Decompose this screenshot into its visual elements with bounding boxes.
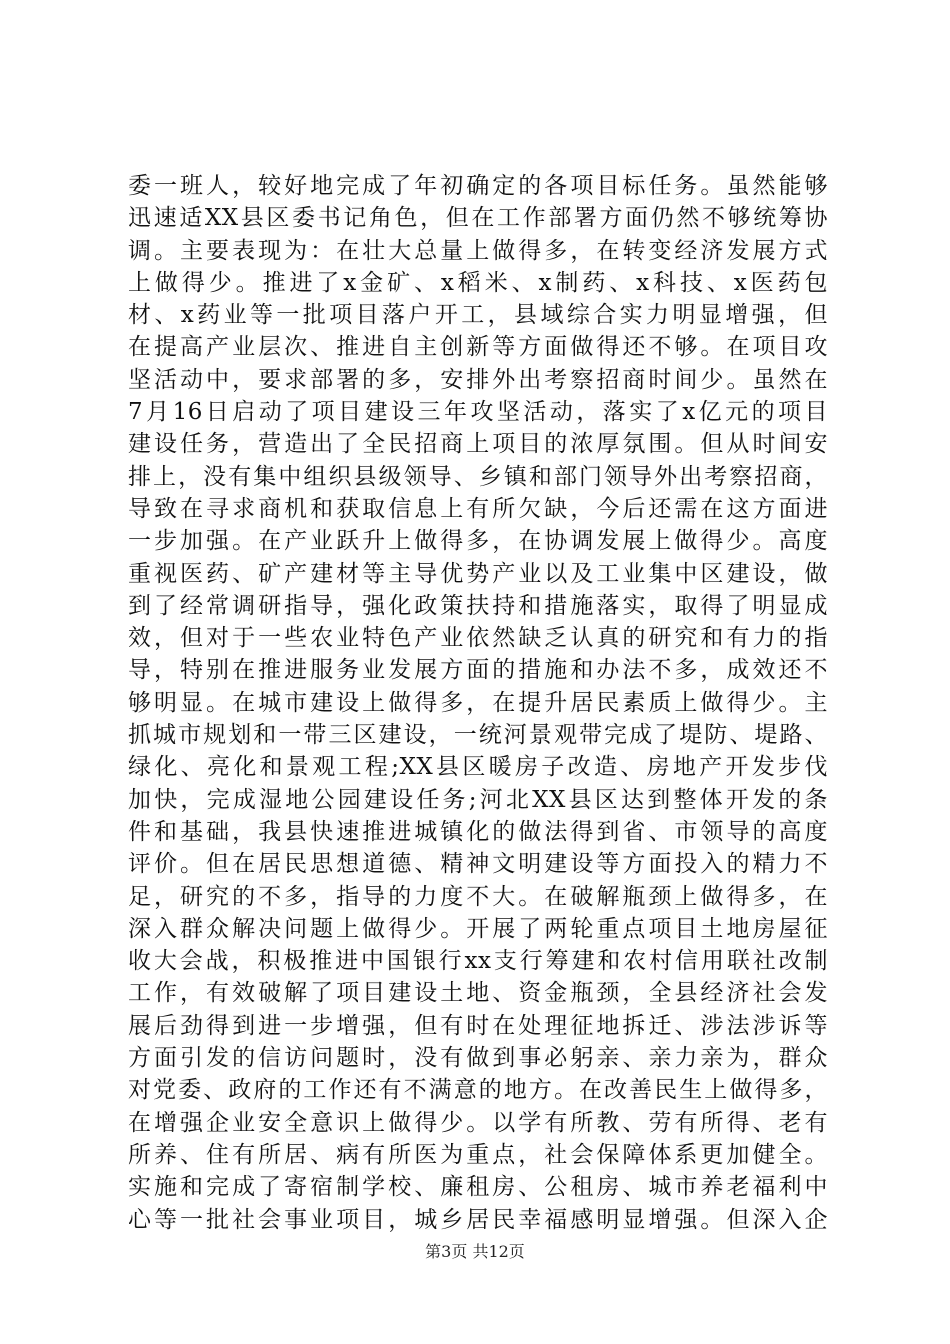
text-line: 收大会战，积极推进中国银行xx支行筹建和农村信用联社改制 — [128, 948, 828, 975]
text-line: 在提高产业层次、推进自主创新等方面做得还不够。在项目攻 — [128, 334, 828, 361]
text-line: 在增强企业安全意识上做得少。以学有所教、劳有所得、老有 — [128, 1109, 828, 1136]
text-line: 到了经常调研指导，强化政策扶持和措施落实，取得了明显成 — [128, 592, 828, 619]
text-line: 展后劲得到进一步增强，但有时在处理征地拆迁、涉法涉诉等 — [128, 1012, 828, 1039]
text-line: 委一班人，较好地完成了年初确定的各项目标任务。虽然能够 — [128, 173, 828, 199]
text-line: 排上，没有集中组织县级领导、乡镇和部门领导外出考察招商， — [128, 463, 828, 490]
text-line: 所养、住有所居、病有所医为重点，社会保障体系更加健全。 — [128, 1141, 828, 1168]
text-line: 件和基础，我县快速推进城镇化的做法得到省、市领导的高度 — [128, 818, 828, 845]
text-line: 上做得少。推进了x金矿、x稻米、x制药、x科技、x医药包 — [128, 269, 828, 296]
text-line: 效，但对于一些农业特色产业依然缺乏认真的研究和有力的指 — [128, 625, 828, 652]
text-line: 材、x药业等一批项目落户开工，县域综合实力明显增强，但 — [128, 302, 828, 329]
text-line: 一步加强。在产业跃升上做得多，在协调发展上做得少。高度 — [128, 528, 828, 555]
text-line: 方面引发的信访问题时，没有做到事必躬亲、亲力亲为，群众 — [128, 1045, 828, 1072]
text-line: 坚活动中，要求部署的多，安排外出考察招商时间少。虽然在 — [128, 366, 828, 393]
text-line: 建设任务，营造出了全民招商上项目的浓厚氛围。但从时间安 — [128, 431, 828, 458]
text-line: 工作，有效破解了项目建设土地、资金瓶颈，全县经济社会发 — [128, 980, 828, 1007]
text-line: 实施和完成了寄宿制学校、廉租房、公租房、城市养老福利中 — [128, 1174, 828, 1201]
text-line: 足，研究的不多，指导的力度不大。在破解瓶颈上做得多，在 — [128, 883, 828, 910]
text-line: 评价。但在居民思想道德、精神文明建设等方面投入的精力不 — [128, 851, 828, 878]
text-line: 心等一批社会事业项目，城乡居民幸福感明显增强。但深入企 — [128, 1206, 828, 1233]
text-line: 7月16日启动了项目建设三年攻坚活动，落实了x亿元的项目 — [128, 399, 828, 426]
text-line: 导致在寻求商机和获取信息上有所欠缺，今后还需在这方面进 — [128, 495, 828, 522]
text-line: 迅速适XX县区委书记角色，但在工作部署方面仍然不够统筹协 — [128, 205, 828, 232]
page-number-footer: 第3页 共12页 — [425, 1242, 525, 1261]
text-line: 导，特别在推进服务业发展方面的措施和办法不多，成效还不 — [128, 657, 828, 684]
text-line: 对党委、政府的工作还有不满意的地方。在改善民生上做得多， — [128, 1077, 828, 1104]
text-line: 深入群众解决问题上做得少。开展了两轮重点项目土地房屋征 — [128, 915, 828, 942]
text-line: 调。主要表现为：在壮大总量上做得多，在转变经济发展方式 — [128, 237, 828, 264]
text-line: 重视医药、矿产建材等主导优势产业以及工业集中区建设，做 — [128, 560, 828, 587]
text-line: 够明显。在城市建设上做得多，在提升居民素质上做得少。主 — [128, 689, 828, 716]
text-line: 抓城市规划和一带三区建设，一统河景观带完成了堤防、堤路、 — [128, 722, 828, 749]
text-line: 绿化、亮化和景观工程;XX县区暖房子改造、房地产开发步伐 — [128, 754, 828, 781]
body-paragraph — [128, 170, 828, 1236]
text-line: 加快，完成湿地公园建设任务;河北XX县区达到整体开发的条 — [128, 786, 828, 813]
